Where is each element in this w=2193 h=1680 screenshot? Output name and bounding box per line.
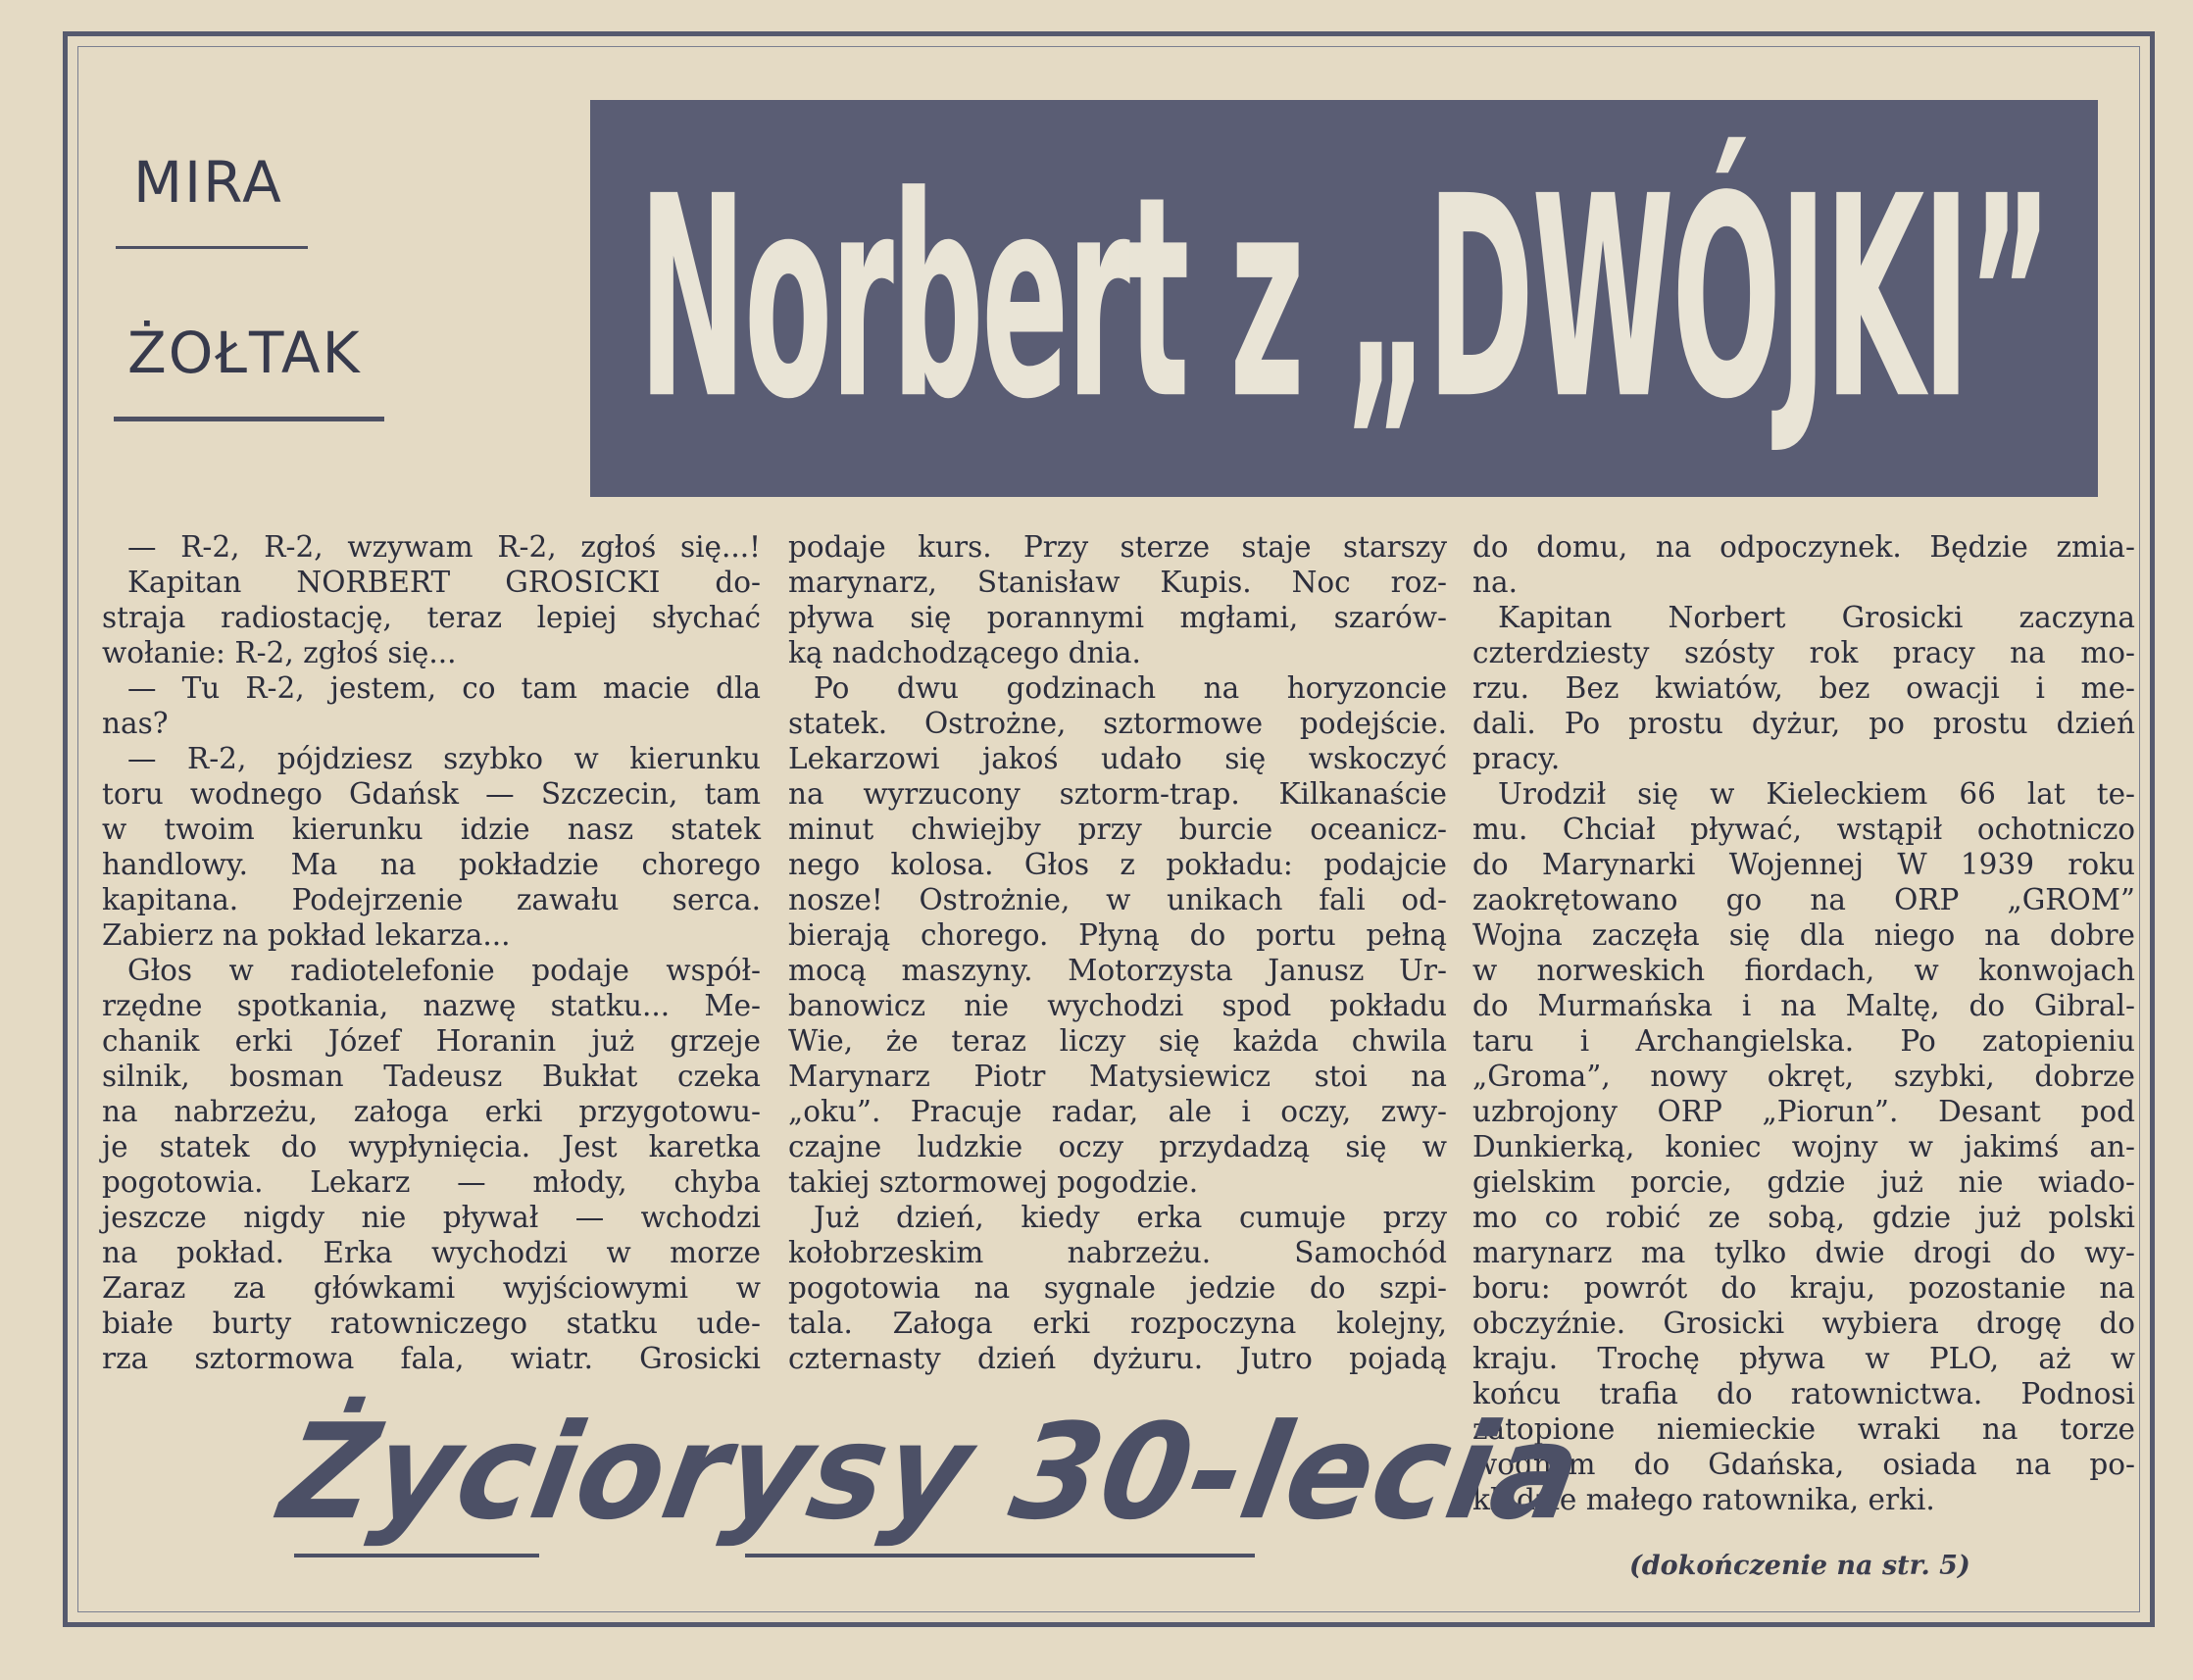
article-line: nego kolosa. Głos z pokładu: podajcie [788, 848, 1447, 881]
article-line: końcu trafia do ratownictwa. Podnosi [1472, 1377, 2135, 1410]
article-line: Marynarz Piotr Matysiewicz stoi na [788, 1060, 1447, 1093]
article-column-3 [1472, 529, 2135, 1517]
article-line: bierają chorego. Płyną do portu pełną [788, 918, 1447, 952]
article-line: „oku”. Pracuje radar, ale i oczy, zwy- [788, 1095, 1447, 1128]
article-line: uzbrojony ORP „Piorun”. Desant pod [1472, 1095, 2135, 1128]
article-line: Po dwu godzinach na horyzoncie [814, 671, 1447, 705]
article-line: tala. Załoga erki rozpoczyna kolejny, [788, 1307, 1447, 1340]
article-line: w norweskich fiordach, w konwojach [1472, 954, 2135, 987]
article-line: ką nadchodzącego dnia. [788, 636, 1141, 669]
article-line: kołobrzeskim nabrzeżu. Samochód [788, 1236, 1447, 1269]
article-line: czajne ludzkie oczy przydadzą się w [788, 1130, 1447, 1163]
article-line: Zaraz za główkami wyjściowymi w [102, 1271, 761, 1305]
article-line: banowicz nie wychodzi spod pokładu [788, 989, 1447, 1022]
article-line: wołanie: R-2, zgłoś się... [102, 636, 457, 669]
article-line: białe burty ratowniczego statku ude- [102, 1307, 761, 1340]
article-line: „Groma”, nowy okręt, szybki, dobrze [1472, 1060, 2135, 1093]
article-line: boru: powrót do kraju, pozostanie na [1472, 1271, 2135, 1305]
article-line: statek. Ostrożne, sztormowe podejście. [788, 707, 1447, 740]
article-line: Kapitan NORBERT GROSICKI do- [127, 566, 761, 599]
author-rule-top [116, 246, 308, 249]
article-line: kapitana. Podejrzenie zawału serca. [102, 883, 761, 916]
article-line: — R-2, pójdziesz szybko w kierunku [127, 742, 761, 775]
article-line: jeszcze nigdy nie pływał — wchodzi [102, 1201, 761, 1234]
headline-title: Norbert z „DWÓJKI” [638, 136, 2050, 461]
article-line: chanik erki Józef Horanin już grzeje [102, 1024, 761, 1058]
article-line: nosze! Ostrożnie, w unikach fali od- [788, 883, 1447, 916]
article-line: Wie, że teraz liczy się każda chwila [788, 1024, 1447, 1058]
article-line: do Marynarki Wojennej W 1939 roku [1472, 848, 2135, 881]
article-line: do Murmańska i na Maltę, do Gibral- [1472, 989, 2135, 1022]
headline-banner [590, 100, 2098, 497]
article-line: toru wodnego Gdańsk — Szczecin, tam [102, 777, 761, 811]
article-line: zatopione niemieckie wraki na torze [1472, 1412, 2135, 1446]
article-line: wodnym do Gdańska, osiada na po- [1472, 1448, 2135, 1481]
author-rule-bottom [114, 417, 384, 421]
article-line: marynarz, Stanisław Kupis. Noc roz- [788, 566, 1447, 599]
article-line: Lekarzowi jakoś udało się wskoczyć [788, 742, 1447, 775]
article-line: na nabrzeżu, załoga erki przygotowu- [102, 1095, 761, 1128]
series-underline [745, 1554, 1255, 1557]
article-column-2 [788, 529, 1447, 1376]
article-line: minut chwiejby przy burcie oceanicz- [788, 813, 1447, 846]
article-line: czternasty dzień dyżuru. Jutro pojadą [788, 1342, 1447, 1375]
article-line: kraju. Trochę pływa w PLO, aż w [1472, 1342, 2135, 1375]
article-line: handlowy. Ma na pokładzie chorego [102, 848, 761, 881]
article-line: taru i Archangielska. Po zatopieniu [1472, 1024, 2135, 1058]
article-line: Kapitan Norbert Grosicki zaczyna [1498, 601, 2135, 634]
article-line: Dunkierką, koniec wojny w jakimś an- [1472, 1130, 2135, 1163]
article-line: silnik, bosman Tadeusz Bukłat czeka [102, 1060, 761, 1093]
article-line: Wojna zaczęła się dla niego na dobre [1472, 918, 2135, 952]
article-line: rza sztormowa fala, wiatr. Grosicki [102, 1342, 761, 1375]
article-line: rzędne spotkania, nazwę statku... Me- [102, 989, 761, 1022]
article-line: pracy. [1472, 742, 1561, 775]
article-line: pogotowia na sygnale jedzie do szpi- [788, 1271, 1447, 1305]
author-first-name: MIRA [133, 149, 283, 216]
article-line: obczyźnie. Grosicki wybiera drogę do [1472, 1307, 2135, 1340]
article-line: mu. Chciał pływać, wstąpił ochotniczo [1472, 813, 2135, 846]
article-line: gielskim porcie, gdzie już nie wiado- [1472, 1165, 2135, 1199]
article-line: do domu, na odpoczynek. Będzie zmia- [1472, 530, 2135, 564]
article-line: na. [1472, 566, 1518, 599]
article-line: rzu. Bez kwiatów, bez owacji i me- [1472, 671, 2135, 705]
article-line: je statek do wypłynięcia. Jest karetka [102, 1130, 761, 1163]
author-last-name: ŻOŁTAK [127, 320, 362, 386]
article-line: kładzie małego ratownika, erki. [1472, 1483, 1935, 1516]
article-line: marynarz ma tylko dwie drogi do wy- [1472, 1236, 2135, 1269]
article-line: mocą maszyny. Motorzysta Janusz Ur- [788, 954, 1447, 987]
article-line: Już dzień, kiedy erka cumuje przy [814, 1201, 1447, 1234]
article-line: Urodził się w Kieleckiem 66 lat te- [1498, 777, 2135, 811]
article-line: na pokład. Erka wychodzi w morze [102, 1236, 761, 1269]
article-line: straja radiostację, teraz lepiej słychać [102, 601, 761, 634]
article-line: Zabierz na pokład lekarza... [102, 918, 511, 952]
article-column-1 [102, 529, 761, 1376]
article-line: na wyrzucony sztorm-trap. Kilkanaście [788, 777, 1447, 811]
article-line: mo co robić ze sobą, gdzie już polski [1472, 1201, 2135, 1234]
article-line: zaokrętowano go na ORP „GROM” [1472, 883, 2135, 916]
series-title: Życiorysy 30-lecia [271, 1396, 1593, 1550]
article-line: Głos w radiotelefonie podaje współ- [127, 954, 761, 987]
article-line: nas? [102, 707, 169, 740]
continuation-note: (dokończenie na str. 5) [1629, 1551, 1970, 1581]
article-line: pogotowia. Lekarz — młody, chyba [102, 1165, 761, 1199]
article-line: — R-2, R-2, wzywam R-2, zgłoś się...! [127, 530, 761, 564]
series-underline [294, 1554, 539, 1557]
article-line: takiej sztormowej pogodzie. [788, 1165, 1199, 1199]
article-line: czterdziesty szósty rok pracy na mo- [1472, 636, 2135, 669]
article-line: w twoim kierunku idzie nasz statek [102, 813, 761, 846]
article-line: dali. Po prostu dyżur, po prostu dzień [1472, 707, 2135, 740]
article-line: pływa się porannymi mgłami, szarów- [788, 601, 1447, 634]
article-line: — Tu R-2, jestem, co tam macie dla [127, 671, 761, 705]
article-line: podaje kurs. Przy sterze staje starszy [788, 530, 1447, 564]
